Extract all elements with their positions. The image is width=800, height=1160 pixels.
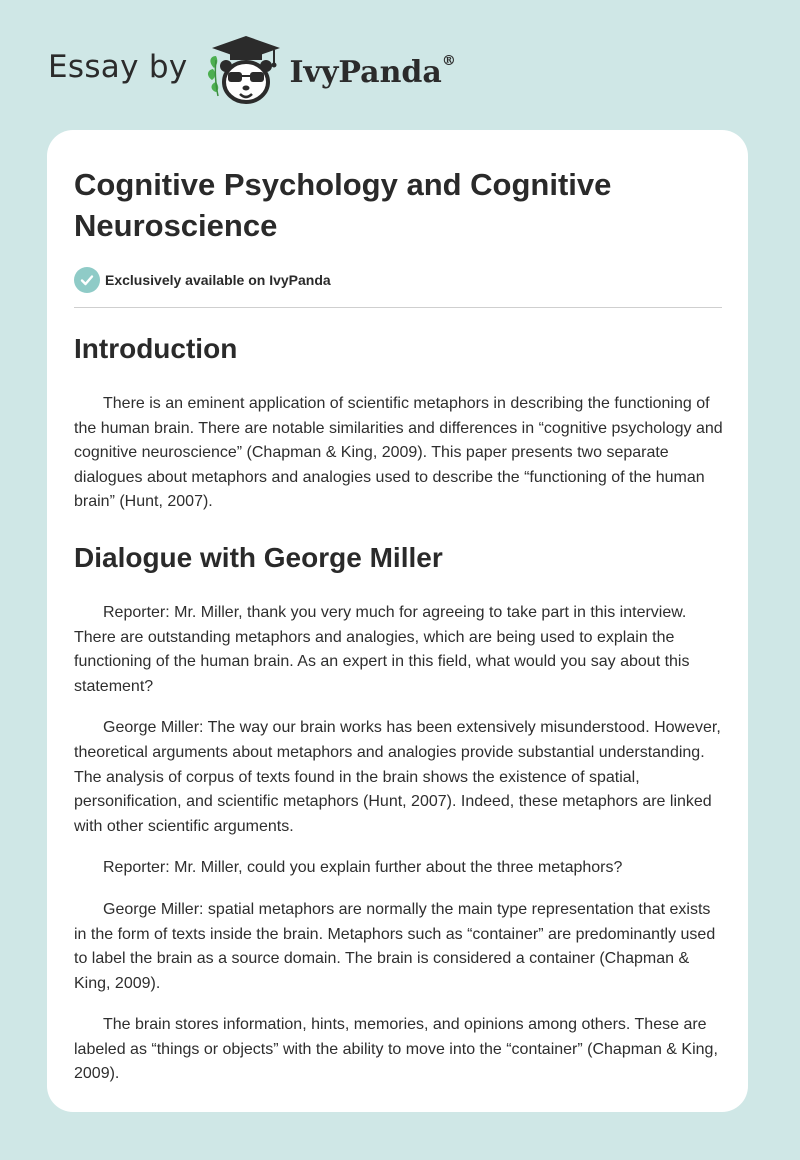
- brand-name[interactable]: [289, 52, 456, 90]
- registered-mark: ®: [441, 52, 456, 69]
- paragraph: George Miller: spatial metaphors are normally the main type representation that exists in the form of texts inside the brain. Metaphors such as “container” are predominantly used to label the brain as a source domain. The brain is considered a container (Chapman & King, 2009).: [74, 900, 716, 992]
- page-title: Cognitive Psychology and Cognitive Neuroscience: [74, 167, 612, 243]
- section-heading-dialogue: Dialogue with George Miller: [74, 541, 443, 573]
- divider: [74, 307, 722, 308]
- paragraph: There is an eminent application of scientific metaphors in describing the functioning of the human brain. There are notable similarities and differences in “cognitive psychology and cognitive neuroscience” (Chapman & King, 2009). This paper presents two separate dialogues about metaphors and analogies used to describe the “functioning of the human brain” (Hunt, 2007).: [74, 395, 723, 511]
- paragraph: Reporter: Mr. Miller, could you explain further about the three metaphors?: [103, 859, 623, 877]
- checkmark-icon: [74, 267, 100, 293]
- brand-name-text: IvyPanda: [289, 54, 442, 90]
- site-header: [48, 30, 456, 110]
- essay-by-label: Essay by: [48, 49, 188, 85]
- paragraph: Reporter: Mr. Miller, thank you very much for agreeing to take part in this interview. There are outstanding metaphors and analogies, which are being used to explain the functioning of the human brain. As an expert in this field, what would you say about this statement?: [74, 603, 690, 695]
- essay-card: [47, 130, 748, 1112]
- exclusive-badge: [74, 266, 721, 294]
- paragraph: The brain stores information, hints, memories, and opinions among others. These are labeled as “things or objects” with the ability to move into the “container” (Chapman & King, 2009).: [74, 1016, 718, 1083]
- paragraph: George Miller: The way our brain works has been extensively misunderstood. However, theoretical arguments about metaphors and analogies provide substantial understanding. The analysis of corpus of texts found in the brain shows the existence of spatial, personification, and scientific metaphors (Hunt, 2007). Indeed, these metaphors are linked with other scientific arguments.: [74, 719, 721, 835]
- ivypanda-logo-icon[interactable]: [204, 30, 288, 110]
- section-heading-introduction: Introduction: [74, 333, 238, 364]
- exclusive-badge-text: Exclusively available on IvyPanda: [105, 272, 331, 288]
